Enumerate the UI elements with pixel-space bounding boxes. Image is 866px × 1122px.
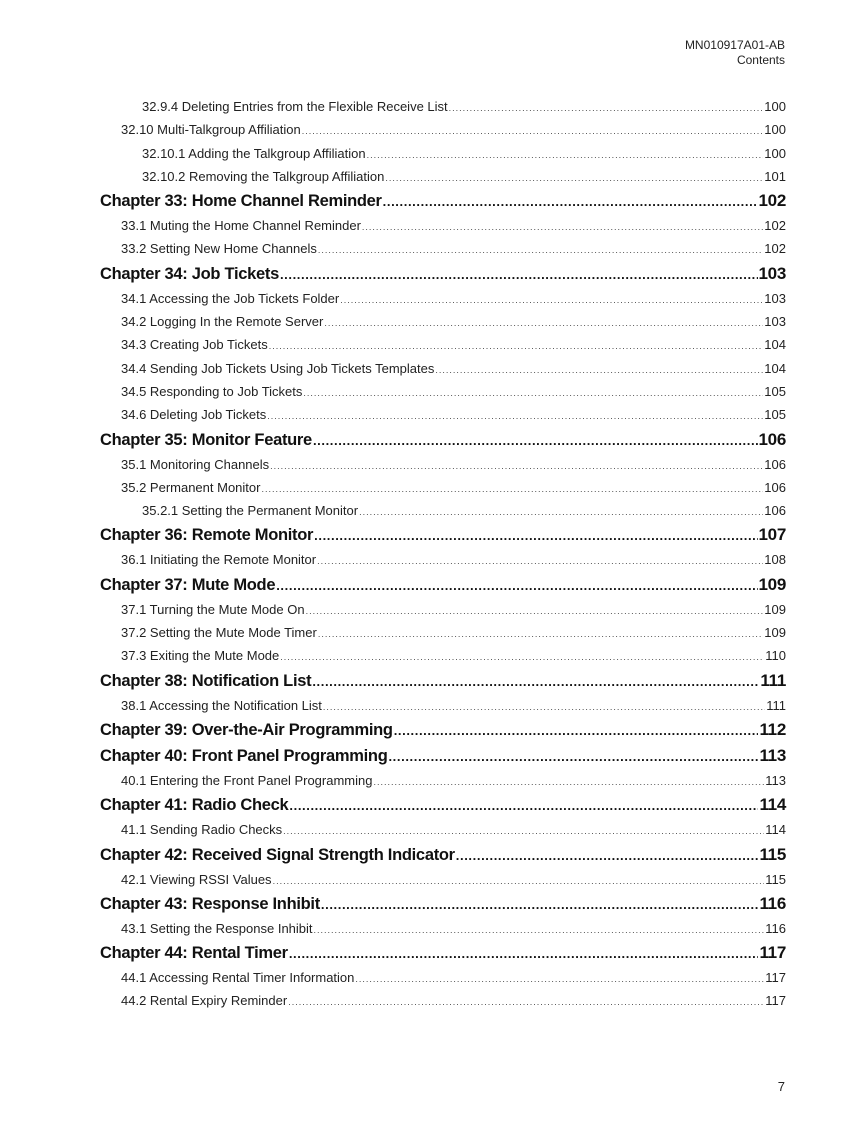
toc-dot-leader [312, 669, 759, 695]
toc-entry-page: 109 [764, 601, 786, 617]
toc-dot-leader [385, 167, 763, 190]
toc-entry-page: 106 [758, 429, 786, 449]
toc-dot-leader [314, 523, 757, 549]
toc-section-entry[interactable] [100, 380, 786, 403]
toc-section-entry[interactable] [100, 476, 786, 499]
toc-entry-page: 100 [764, 145, 786, 161]
toc-entry-page: 104 [764, 337, 786, 353]
toc-entry-page: 104 [764, 360, 786, 376]
toc-entry-title: Chapter 39: Over-the-Air Programming [100, 720, 393, 739]
toc-entry-title: 40.1 Entering the Front Panel Programming [121, 772, 373, 788]
toc-entry-page: 100 [764, 99, 786, 114]
toc-entry-title: 34.5 Responding to Job Tickets [121, 383, 303, 399]
toc-chapter-entry[interactable] [100, 668, 786, 694]
toc-dot-leader [321, 892, 759, 918]
toc-dot-leader [267, 405, 763, 428]
toc-entry-title: 44.2 Rental Expiry Reminder [121, 993, 288, 1009]
toc-entry-page: 102 [764, 218, 786, 234]
toc-entry-page: 113 [759, 745, 786, 765]
toc-entry-title: 35.2.1 Setting the Permanent Monitor [142, 503, 359, 519]
toc-entry-title: Chapter 35: Monitor Feature [100, 430, 312, 449]
toc-entry-page: 105 [764, 407, 786, 423]
toc-entry-page: 116 [759, 893, 786, 913]
toc-chapter-entry[interactable] [100, 427, 786, 453]
toc-dot-leader [280, 262, 758, 288]
toc-entry-page: 108 [764, 552, 786, 568]
toc-section-entry[interactable] [100, 989, 786, 1012]
toc-entry-page: 106 [764, 479, 786, 495]
toc-entry-title: 36.1 Initiating the Remote Monitor [121, 552, 317, 568]
toc-entry-page: 101 [764, 168, 786, 184]
toc-entry-title: 32.10 Multi-Talkgroup Affiliation [121, 122, 301, 138]
toc-entry-title: 33.2 Setting New Home Channels [121, 241, 317, 257]
toc-entry-page: 111 [760, 670, 786, 690]
toc-entry-page: 113 [765, 772, 786, 788]
toc-entry-title: 37.1 Turning the Mute Mode On [121, 601, 305, 617]
toc-section-entry[interactable] [100, 214, 786, 237]
toc-entry-page: 105 [764, 383, 786, 399]
toc-dot-leader [270, 455, 763, 478]
toc-chapter-entry[interactable] [100, 842, 786, 868]
toc-entry-title: 35.1 Monitoring Channels [121, 456, 270, 472]
toc-entry-page: 115 [765, 871, 786, 887]
toc-dot-leader [367, 144, 764, 167]
toc-dot-leader [269, 335, 764, 358]
toc-section-entry[interactable] [100, 333, 786, 356]
toc-chapter-entry[interactable] [100, 522, 786, 548]
toc-dot-leader [288, 991, 764, 1014]
toc-section-entry[interactable] [100, 917, 786, 940]
toc-section-entry[interactable] [100, 310, 786, 333]
toc-dot-leader [280, 646, 764, 669]
toc-chapter-entry[interactable] [100, 572, 786, 598]
toc-dot-leader [289, 793, 758, 819]
toc-entry-title: Chapter 41: Radio Check [100, 796, 289, 815]
toc-section-entry[interactable] [100, 644, 786, 667]
toc-dot-leader [355, 968, 764, 991]
toc-dot-leader [388, 744, 758, 770]
toc-entry-title: 32.10.1 Adding the Talkgroup Affiliation [142, 145, 366, 161]
toc-entry-page: 106 [764, 456, 786, 472]
toc-dot-leader [314, 919, 765, 942]
toc-entry-title: 34.4 Sending Job Tickets Using Job Tickets Templates [121, 360, 435, 376]
toc-entry-page: 110 [765, 648, 786, 664]
toc-section-entry[interactable] [100, 621, 786, 644]
toc-entry-page: 100 [764, 122, 786, 138]
toc-chapter-entry[interactable] [100, 717, 786, 743]
toc-entry-page: 102 [764, 241, 786, 257]
toc-dot-leader [394, 718, 759, 744]
toc-section-entry[interactable] [100, 287, 786, 310]
toc-entry-title: Chapter 42: Received Signal Strength Indicator [100, 845, 455, 864]
toc-entry-title: Chapter 34: Job Tickets [100, 264, 279, 283]
toc-entry-title: 32.9.4 Deleting Entries from the Flexible Receive List [142, 99, 448, 114]
toc-dot-leader [313, 428, 758, 454]
toc-dot-leader [318, 239, 763, 262]
toc-section-entry[interactable] [100, 237, 786, 260]
toc-dot-leader [383, 189, 758, 215]
toc-entry-page: 116 [765, 920, 786, 936]
toc-section-entry[interactable] [100, 598, 786, 621]
toc-dot-leader [283, 820, 764, 843]
toc-dot-leader [276, 573, 757, 599]
toc-dot-leader [273, 870, 765, 893]
toc-dot-leader [435, 359, 763, 382]
toc-entry-page: 115 [759, 844, 786, 864]
toc-entry-page: 107 [758, 525, 786, 545]
toc-entry-title: 41.1 Sending Radio Checks [121, 822, 283, 838]
toc-entry-page: 114 [759, 795, 786, 815]
toc-entry-title: Chapter 38: Notification List [100, 671, 312, 690]
toc-chapter-entry[interactable] [100, 261, 786, 287]
toc-entry-title: 34.2 Logging In the Remote Server [121, 314, 324, 330]
toc-entry-title: 38.1 Accessing the Notification List [121, 697, 322, 713]
toc-entry-title: 34.3 Creating Job Tickets [121, 337, 268, 353]
toc-entry-title: Chapter 37: Mute Mode [100, 575, 276, 594]
toc-entry-title: Chapter 40: Front Panel Programming [100, 746, 388, 765]
toc-section-entry[interactable] [100, 694, 786, 717]
toc-entry-title: 37.2 Setting the Mute Mode Timer [121, 625, 317, 641]
toc-chapter-entry[interactable] [100, 792, 786, 818]
toc-entry-page: 109 [764, 625, 786, 641]
page-number: 7 [777, 1079, 785, 1094]
toc-entry-page: 103 [758, 263, 786, 283]
toc-section-entry[interactable] [100, 966, 786, 989]
toc-entry-page: 109 [758, 574, 786, 594]
toc-entry-title: 43.1 Setting the Response Inhibit [121, 920, 313, 936]
toc-entry-page: 117 [765, 970, 786, 986]
page-header [685, 38, 785, 68]
toc-section-entry[interactable] [100, 499, 786, 522]
toc-dot-leader [340, 289, 763, 312]
toc-section-entry[interactable] [100, 453, 786, 476]
toc-entry-title: Chapter 43: Response Inhibit [100, 894, 320, 913]
toc-chapter-entry[interactable] [100, 940, 786, 966]
toc-entry-title: Chapter 44: Rental Timer [100, 944, 288, 963]
document-id: MN010917A01-AB [684, 38, 785, 52]
toc-dot-leader [302, 120, 764, 143]
toc-entry-page: 114 [765, 822, 786, 838]
toc-entry-title: 33.1 Muting the Home Channel Reminder [121, 218, 361, 234]
toc-dot-leader [317, 550, 763, 573]
toc-entry-title: 34.6 Deleting Job Tickets [121, 407, 267, 423]
toc-chapter-entry[interactable] [100, 891, 786, 917]
toc-section-entry[interactable] [100, 818, 786, 841]
toc-dot-leader [456, 843, 759, 869]
toc-entry-title: 34.1 Accessing the Job Tickets Folder [121, 290, 340, 306]
toc-entry-title: 35.2 Permanent Monitor [121, 479, 261, 495]
toc-entry-page: 117 [759, 943, 786, 963]
toc-entry-page: 111 [766, 697, 786, 713]
toc-dot-leader [323, 696, 765, 719]
section-name: Contents [736, 53, 785, 67]
toc-chapter-entry[interactable] [100, 743, 786, 769]
toc-dot-leader [306, 600, 764, 623]
toc-dot-leader [303, 382, 763, 405]
toc-section-entry[interactable] [100, 548, 786, 571]
toc-dot-leader [449, 97, 764, 120]
toc-section-entry[interactable] [100, 357, 786, 380]
toc-entry-page: 117 [765, 993, 786, 1009]
toc-section-entry[interactable] [100, 165, 786, 188]
toc-entry-title: 32.10.2 Removing the Talkgroup Affiliation [142, 168, 385, 184]
toc-entry-title: 44.1 Accessing Rental Timer Information [121, 970, 355, 986]
toc-entry-title: Chapter 33: Home Channel Reminder [100, 192, 382, 211]
toc-dot-leader [359, 501, 763, 524]
toc-dot-leader [362, 216, 763, 239]
table-of-contents [100, 95, 786, 1013]
toc-section-entry[interactable] [100, 142, 786, 165]
toc-entry-page: 103 [764, 290, 786, 306]
toc-entry-title: Chapter 36: Remote Monitor [100, 526, 314, 545]
toc-section-entry[interactable] [100, 403, 786, 426]
toc-entry-page: 106 [764, 503, 786, 519]
toc-dot-leader [373, 771, 764, 794]
toc-entry-title: 37.3 Exiting the Mute Mode [121, 648, 280, 664]
toc-dot-leader [289, 941, 759, 967]
toc-dot-leader [324, 312, 763, 335]
toc-entry-page: 102 [758, 191, 786, 211]
toc-chapter-entry[interactable] [100, 188, 786, 214]
toc-section-entry[interactable] [100, 118, 786, 141]
toc-section-entry[interactable] [100, 868, 786, 891]
toc-entry-page: 112 [759, 719, 786, 739]
toc-dot-leader [261, 478, 763, 501]
toc-section-entry[interactable] [100, 95, 786, 118]
toc-section-entry[interactable] [100, 769, 786, 792]
toc-entry-title: 42.1 Viewing RSSI Values [121, 871, 272, 887]
toc-entry-page: 103 [764, 314, 786, 330]
toc-dot-leader [318, 623, 763, 646]
